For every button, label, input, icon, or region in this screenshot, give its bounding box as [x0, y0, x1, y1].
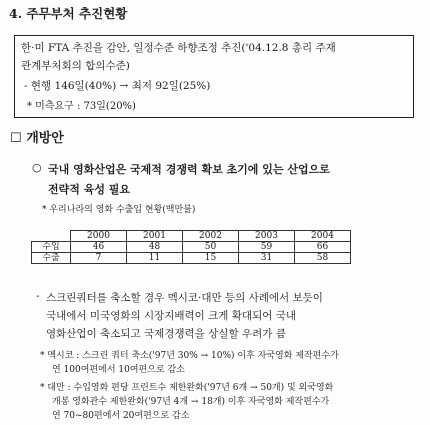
point2-line-1: 스크린쿼터를 축소할 경우 멕시코·대만 등의 사례에서 보듯이	[46, 292, 323, 304]
table-cell: 48	[127, 242, 183, 253]
table-cell: 66	[295, 242, 351, 253]
point2-line-3: 영화산업이 축소되고 국제경쟁력을 상실할 우려가 큼	[46, 328, 286, 340]
table-row	[32, 242, 351, 253]
summary-box	[14, 35, 414, 118]
table-cell: 46	[71, 242, 127, 253]
export-note: * 우리나라의 영화 수출입 현황(백만불)	[42, 205, 196, 215]
year-cell: 2000	[71, 231, 127, 242]
table-cell: 59	[239, 242, 295, 253]
row-label: 수출	[32, 253, 71, 264]
table-row	[32, 253, 351, 264]
taiwan-line-2: 개봉 영화관수 제한완화('97년 4개 → 18개) 이후 자국영화 제작편수가	[52, 397, 330, 407]
table-cell: 7	[71, 253, 127, 264]
point1-line-1: 국내 영화산업은 국제적 경쟁력 확보 초기에 있는 산업으로	[48, 163, 330, 176]
year-cell: 2001	[127, 231, 183, 242]
year-cell: 2004	[295, 231, 351, 242]
year-cell: 2002	[183, 231, 239, 242]
checkbox-icon: ☐	[10, 131, 22, 146]
table-header-row	[32, 231, 351, 242]
section-heading	[10, 127, 64, 146]
box-line-4: * 미측요구 : 73일(20%)	[27, 101, 136, 112]
taiwan-line-3: 연 70~80편에서 20여편으로 감소	[52, 411, 190, 421]
taiwan-line-1: * 대만 : 수입영화 편당 프린트수 제한완화('97년 6개 → 50개) 및 외국영화	[40, 383, 334, 393]
mexico-line-2: 연 100여편에서 10여편으로 감소	[52, 365, 185, 375]
circle-bullet-icon: ○	[32, 161, 42, 174]
box-line-2: 관계부처회의 합의수준)	[21, 60, 130, 72]
section-title: 4. 주무부처 추진현황	[9, 6, 128, 21]
table-cell: 11	[127, 253, 183, 264]
mexico-line-1: * 멕시코 : 스크린 쿼터 축소('97년 30% → 10%) 이후 자국영화 제작편수가	[40, 351, 339, 361]
table-cell: 58	[295, 253, 351, 264]
point1-line-2: 전략적 육성 필요	[48, 183, 131, 196]
box-line-3: - 현행 146일(40%) → 최저 92일(25%)	[24, 80, 211, 92]
row-label: 수입	[32, 242, 71, 253]
point2-line-2: 국내에서 미국영화의 시장지배력이 크게 확대되어 국내	[46, 310, 296, 322]
trade-table	[31, 230, 351, 264]
dash-bullet: -	[36, 290, 40, 302]
box-line-1: 한·미 FTA 추진을 감안, 일정수준 하향조정 추진('04.12.8 총리 주재	[21, 42, 336, 54]
heading-text: 개방안	[26, 131, 64, 146]
table-cell: 50	[183, 242, 239, 253]
table-cell: 15	[183, 253, 239, 264]
year-cell: 2003	[239, 231, 295, 242]
table-cell: 31	[239, 253, 295, 264]
